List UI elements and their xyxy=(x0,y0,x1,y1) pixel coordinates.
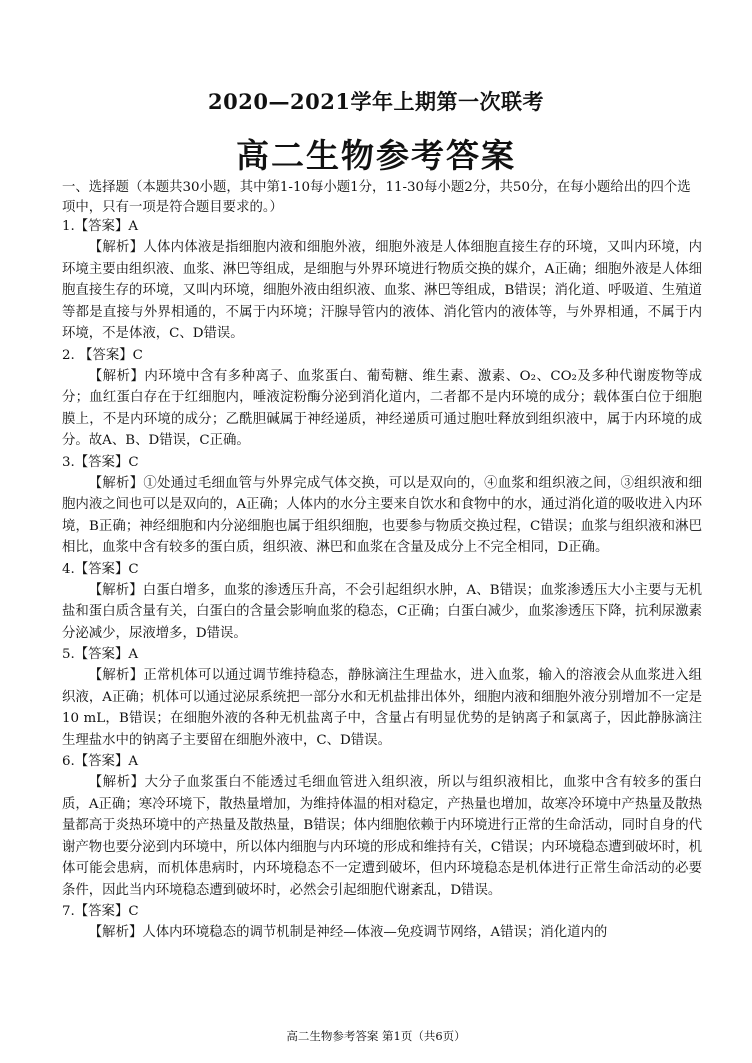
answer-explanation: 【解析】白蛋白增多，血浆的渗透压升高，不会引起组织水肿，A、B错误；血浆渗透压大小主要与无机盐和蛋白质含量有关，白蛋白的含量会影响血浆的稳态，C正确；白蛋白减少，血浆渗透压下降，抗利尿激素分泌减少，尿液增多，D错误。 xyxy=(62,582,702,641)
answer-heading: 5.【答案】A xyxy=(62,647,139,662)
question-item xyxy=(62,216,702,345)
question-item xyxy=(62,901,702,944)
section-intro: 一、选择题（本题共30小题，其中第1-10每小题1分，11-30每小题2分，共50分，在每小题给出的四个选项中，只有一项是符合题目要求的。） xyxy=(62,180,691,215)
answer-heading: 7.【答案】C xyxy=(62,904,139,919)
document-title: 高二生物参考答案 xyxy=(236,136,516,175)
question-item xyxy=(62,559,702,645)
page-footer: 高二生物参考答案 第1页（共6页） xyxy=(286,1029,466,1043)
answer-explanation: 【解析】人体内体液是指细胞内液和细胞外液，细胞外液是人体细胞直接生存的环境，又叫内环境，内环境主要由组织液、血浆、淋巴等组成，是细胞与外界环境进行物质交换的媒介，A正确；细胞外液是人体细胞直接生存的环境，又叫内环境，细胞外液由组织液、血浆、淋巴等组成，B错误；消化道、呼吸道、生殖道等都是直接与外界相通的，不属于内环境；汗腺导管内的液体、消化管内的液体等，与外界相通，不属于内环境，不是体液，C、D错误。 xyxy=(62,240,702,341)
exam-title: 2020—2021学年上期第一次联考 xyxy=(208,89,544,114)
answer-explanation: 【解析】内环境中含有多种离子、血浆蛋白、葡萄糖、维生素、激素、O₂、CO₂及多种代谢废物等成分；血红蛋白存在于红细胞内，唾液淀粉酶分泌到消化道内，二者都不是内环境的成分；载体蛋白位于细胞膜上，不是内环境的成分；乙酰胆碱属于神经递质，神经递质可通过胞吐释放到组织液中，属于内环境的成分。故A、B、D错误，C正确。 xyxy=(62,368,702,448)
answer-heading: 3.【答案】C xyxy=(62,454,139,470)
question-item xyxy=(62,644,702,751)
question-item xyxy=(62,345,702,452)
answer-heading: 1.【答案】A xyxy=(62,219,139,234)
answer-heading: 2. 【答案】C xyxy=(62,347,143,363)
answer-explanation: 【解析】人体内环境稳态的调节机制是神经—体液—免疫调节网络，A错误；消化道内的 xyxy=(88,925,608,940)
question-item xyxy=(62,452,702,559)
answer-heading: 6.【答案】A xyxy=(62,754,139,769)
question-item xyxy=(62,751,702,901)
answer-heading: 4.【答案】C xyxy=(62,561,139,577)
answer-explanation: 【解析】①处通过毛细血管与外界完成气体交换，可以是双向的，④血浆和组织液之间，③组织液和细胞内液之间也可以是双向的，A正确；人体内的水分主要来自饮水和食物中的水，通过消化道的吸收进入内环境，B正确；神经细胞和内分泌细胞也属于组织细胞，也要参与物质交换过程，C错误；血浆与组织液和淋巴相比，血浆中含有较多的蛋白质，组织液、淋巴和血浆在含量及成分上不完全相同，D正确。 xyxy=(62,475,702,555)
answer-explanation: 【解析】大分子血浆蛋白不能透过毛细血管进入组织液，所以与组织液相比，血浆中含有较多的蛋白质，A正确；寒冷环境下，散热量增加，为维持体温的相对稳定，产热量也增加，故寒冷环境中产热量及散热量都高于炎热环境中的产热量及散热量，B错误；体内细胞依赖于内环境进行正常的生命活动，同时自身的代谢产物也要分泌到内环境中，所以体内细胞与内环境的形成和维持有关，C错误；内环境稳态遭到破坏时，机体可能会患病，而机体患病时，内环境稳态不一定遭到破坏，但内环境稳态是机体进行正常生命活动的必要条件，因此当内环境稳态遭到破坏时，必然会引起细胞代谢紊乱，D错误。 xyxy=(62,775,702,898)
answer-list xyxy=(62,216,702,944)
answer-explanation: 【解析】正常机体可以通过调节维持稳态，静脉滴注生理盐水，进入血浆，输入的溶液会从血浆进入组织液，A正确；机体可以通过泌尿系统把一部分水和无机盐排出体外，细胞内液和细胞外液分别增加不一定是10 mL，B错误；在细胞外液的各种无机盐离子中，含量占有明显优势的是钠离子和氯离子，因此静脉滴注生理盐水中的钠离子主要留在细胞外液中，C、D错误。 xyxy=(62,668,702,748)
